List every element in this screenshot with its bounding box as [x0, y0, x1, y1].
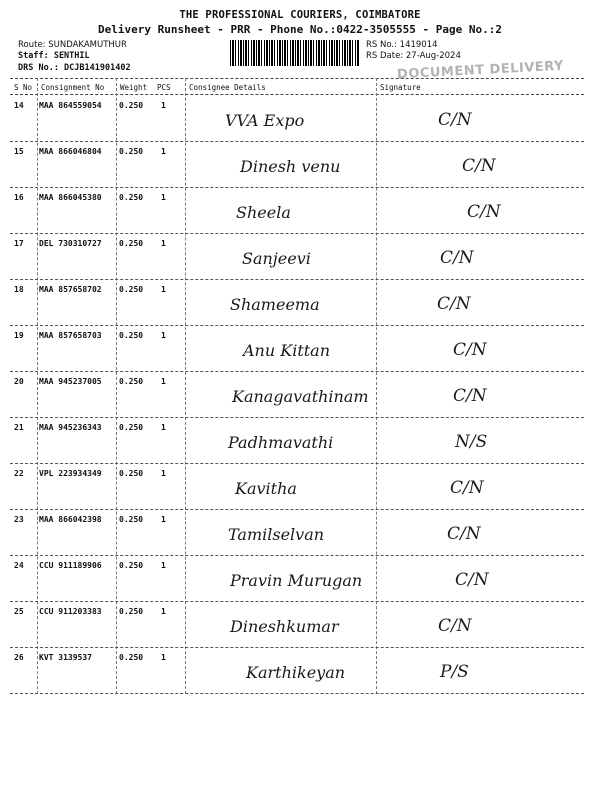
col-head-signature: Signature	[380, 83, 421, 92]
drs-number: DRS No.: DCJB141901402	[18, 63, 131, 73]
row-consignee-handwritten: Anu Kittan	[243, 341, 331, 360]
table-row	[10, 602, 584, 648]
row-weight: 0.250	[119, 469, 144, 478]
row-weight: 0.250	[119, 285, 144, 294]
row-consignment-no: MAA 857658702	[39, 285, 102, 294]
row-consignment-no: MAA 945236343	[39, 423, 102, 432]
table-row	[10, 326, 584, 372]
row-consignee-handwritten: Kanagavathinam	[232, 387, 369, 406]
row-consignee-handwritten: Kavitha	[235, 479, 297, 498]
row-consignment-no: DEL 730310727	[39, 239, 102, 248]
row-pcs: 1	[161, 193, 166, 202]
table-row	[10, 234, 584, 280]
col-head-weight: Weight	[120, 83, 148, 92]
row-separator	[10, 693, 584, 694]
row-consignment-no: MAA 945237005	[39, 377, 102, 386]
row-consignee-handwritten: VVA Expo	[225, 111, 305, 130]
row-consignee-handwritten: Tamilselvan	[228, 525, 325, 544]
header-top-line	[10, 78, 584, 79]
row-signature-handwritten: C/N	[455, 570, 489, 590]
row-weight: 0.250	[119, 561, 144, 570]
row-pcs: 1	[161, 377, 166, 386]
company-title: THE PROFESSIONAL COURIERS, COIMBATORE	[179, 9, 421, 21]
row-signature-handwritten: C/N	[453, 340, 487, 360]
row-pcs: 1	[161, 653, 166, 662]
table-row	[10, 418, 584, 464]
rs-date: RS Date: 27-Aug-2024	[366, 51, 461, 61]
row-sno: 15	[14, 147, 24, 156]
row-weight: 0.250	[119, 193, 144, 202]
row-pcs: 1	[161, 285, 166, 294]
row-weight: 0.250	[119, 239, 144, 248]
row-signature-handwritten: C/N	[467, 202, 501, 222]
row-sno: 22	[14, 469, 24, 478]
row-pcs: 1	[161, 239, 166, 248]
header-bottom-line	[10, 94, 584, 95]
row-sno: 17	[14, 239, 24, 248]
row-consignee-handwritten: Karthikeyan	[246, 663, 346, 682]
row-signature-handwritten: C/N	[438, 110, 472, 130]
row-consignee-handwritten: Sheela	[236, 203, 291, 222]
row-signature-handwritten: C/N	[447, 524, 481, 544]
row-pcs: 1	[161, 561, 166, 570]
row-weight: 0.250	[119, 147, 144, 156]
row-pcs: 1	[161, 147, 166, 156]
row-consignee-handwritten: Dinesh venu	[240, 157, 341, 176]
row-signature-handwritten: C/N	[450, 478, 484, 498]
table-row	[10, 510, 584, 556]
row-pcs: 1	[161, 331, 166, 340]
row-consignee-handwritten: Padhmavathi	[228, 433, 334, 452]
col-head-pcs: PCS	[157, 83, 171, 92]
row-consignee-handwritten: Sanjeevi	[242, 249, 311, 268]
row-weight: 0.250	[119, 607, 144, 616]
row-sno: 20	[14, 377, 24, 386]
row-weight: 0.250	[119, 101, 144, 110]
row-weight: 0.250	[119, 515, 144, 524]
row-consignee-handwritten: Dineshkumar	[230, 617, 339, 636]
row-consignee-handwritten: Pravin Murugan	[230, 571, 363, 590]
col-head-consignment: Consignment No	[41, 83, 105, 92]
col-head-sno: S No	[14, 83, 33, 92]
table-row	[10, 556, 584, 602]
row-consignment-no: MAA 864559054	[39, 101, 102, 110]
table-row	[10, 96, 584, 142]
table-row	[10, 280, 584, 326]
route-label: Route: SUNDAKAMUTHUR	[18, 40, 127, 50]
table-row	[10, 464, 584, 510]
row-sno: 26	[14, 653, 24, 662]
row-consignment-no: MAA 866042398	[39, 515, 102, 524]
row-sno: 14	[14, 101, 24, 110]
row-signature-handwritten: C/N	[462, 156, 496, 176]
row-pcs: 1	[161, 101, 166, 110]
row-signature-handwritten: C/N	[453, 386, 487, 406]
row-sno: 18	[14, 285, 24, 294]
row-signature-handwritten: N/S	[455, 432, 488, 452]
row-consignment-no: MAA 857658703	[39, 331, 102, 340]
row-pcs: 1	[161, 423, 166, 432]
row-consignment-no: VPL 223934349	[39, 469, 102, 478]
staff-label: Staff: SENTHIL	[18, 51, 90, 61]
row-consignment-no: MAA 866046804	[39, 147, 102, 156]
table-row	[10, 372, 584, 418]
row-consignment-no: KVT 3139537	[39, 653, 92, 662]
row-pcs: 1	[161, 607, 166, 616]
row-sno: 16	[14, 193, 24, 202]
row-weight: 0.250	[119, 653, 144, 662]
row-sno: 19	[14, 331, 24, 340]
row-weight: 0.250	[119, 423, 144, 432]
table-row	[10, 188, 584, 234]
document-delivery-stamp: DOCUMENT DELIVERY	[396, 58, 565, 83]
row-signature-handwritten: C/N	[440, 248, 474, 268]
table-row	[10, 648, 584, 694]
row-weight: 0.250	[119, 331, 144, 340]
rs-number: RS No.: 1419014	[366, 40, 438, 50]
row-signature-handwritten: C/N	[437, 294, 471, 314]
row-pcs: 1	[161, 469, 166, 478]
row-consignment-no: MAA 866045380	[39, 193, 102, 202]
row-consignment-no: CCU 911203383	[39, 607, 102, 616]
row-sno: 24	[14, 561, 24, 570]
row-signature-handwritten: P/S	[440, 662, 469, 682]
barcode	[230, 40, 360, 66]
runsheet-subtitle: Delivery Runsheet - PRR - Phone No.:0422-3505555 - Page No.:2	[98, 23, 502, 36]
row-pcs: 1	[161, 515, 166, 524]
row-weight: 0.250	[119, 377, 144, 386]
row-sno: 23	[14, 515, 24, 524]
row-signature-handwritten: C/N	[438, 616, 472, 636]
row-sno: 21	[14, 423, 24, 432]
row-sno: 25	[14, 607, 24, 616]
row-consignment-no: CCU 911189906	[39, 561, 102, 570]
table-row	[10, 142, 584, 188]
col-head-consignee: Consignee Details	[189, 83, 266, 92]
row-consignee-handwritten: Shameema	[230, 295, 320, 314]
